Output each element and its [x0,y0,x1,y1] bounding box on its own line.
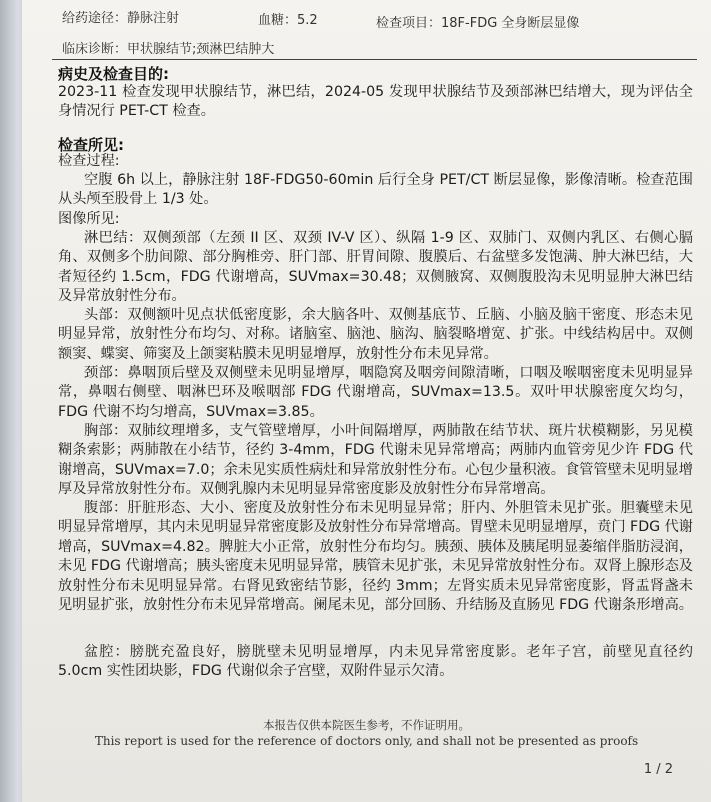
footer-notice-en: This report is used for the reference of doctors only, and shall not be presented as proofs [94,734,639,748]
diagnosis-field: 临床诊断：甲状腺结节;颈淋巴结肿大 [62,42,275,57]
history-title: 病史及检查目的: [58,65,169,83]
page-number: 1 / 2 [643,762,673,777]
finding-chest: 胸部：双肺纹理增多，支气管壁增厚，小叶间隔增厚，两肺散在结节状、斑片状模糊影，另见模糊条索影；两肺散在小结节，径约 3-4mm，FDG 代谢未见异常增高；两肺内血管旁见少许 FDG 代谢增高，SUVmax=7.0；余未见实质性病灶和异常放射性分布。心包少量积液。食管管壁未见明显增厚及异常放射性分布。双侧乳腺内未见明显异常密度影及放射性分布异常增高。 [58,423,693,498]
header-divider [52,59,697,60]
finding-neck: 颈部：鼻咽顶后壁及双侧壁未见明显增厚，咽隐窝及咽旁间隙清晰，口咽及喉咽密度未见明显异常，鼻咽右侧壁、咽淋巴环及喉咽部 FDG 代谢增高，SUVmax=13.5。双叶甲状腺密度欠均匀，FDG 代谢不均匀增高，SUVmax=3.85。 [58,365,693,420]
process-text: 空腹 6h 以上，静脉注射 18F-FDG50-60min 后行全身 PET/CT 断层显像，影像清晰。检查范围从头颅至股骨上 1/3 处。 [58,172,693,208]
exam-item-field: 检查项目：18F-FDG 全身断层显像 [376,16,580,31]
glucose-field: 血糖：5.2 [258,13,318,28]
process-label: 检查过程: [58,153,120,169]
finding-pelvis: 盆腔：膀胱充盈良好，膀胱壁未见明显增厚，内未见异常密度影。老年子宫，前壁见直径约 5.0cm 实性团块影，FDG 代谢似余子宫壁，双附件显示欠清。 [58,644,693,680]
route-field: 给药途径：静脉注射 [62,11,180,26]
history-text: 2023-11 检查发现甲状腺结节，淋巴结，2024-05 发现甲状腺结节及颈部淋巴结增大，现为评估全身情况行 PET-CT 检查。 [58,84,693,120]
report-page [22,0,711,802]
finding-abdomen: 腹部：肝脏形态、大小、密度及放射性分布未见明显异常；肝内、外胆管未见扩张。胆囊壁未见明显异常增厚，其内未见明显异常密度影及放射性分布异常增高。胃壁未见明显增厚，贲门 FDG 代谢增高，SUVmax=4.82。脾脏大小正常，放射性分布均匀。胰颈、胰体及胰尾明显萎缩伴脂肪浸润，未见 FDG 代谢增高；胰头密度未见明显异常，胰管未见扩张，未见异常放射性分布。双肾上腺形态及放射性分布未见明显异常。右肾见致密结节影，径约 3mm；左肾实质未见异常密度影，肾盂肾盏未见明显扩张，放射性分布未见异常增高。阑尾未见，部分回肠、升结肠及直肠见 FDG 代谢条形增高。 [58,500,693,614]
finding-head: 头部：双侧额叶见点状低密度影，余大脑各叶、双侧基底节、丘脑、小脑及脑干密度、形态未见明显异常，放射性分布均匀、对称。诸脑室、脑池、脑沟、脑裂略增宽、扩张。中线结构居中。双侧额窦、蝶窦、筛窦及上颌窦粘膜未见明显增厚，放射性分布未见异常。 [58,307,693,362]
findings-title: 检查所见: [58,136,124,154]
finding-lymph-nodes: 淋巴结：双侧颈部（左颈 II 区、双颈 IV-V 区）、纵隔 1-9 区、双肺门、双侧内乳区、右侧心膈角、双侧多个肋间隙、部分胸椎旁、肝门部、肝胃间隙、腹膜后、右盆壁多发饱满、肿大淋巴结，大者短径约 1.5cm，FDG 代谢增高，SUVmax=30.48；双侧腋窝、双侧腹股沟未见明显肿大淋巴结及异常放射性分布。 [58,230,693,305]
footer-notice-cn: 本报告仅供本院医生参考，不作证明用。 [263,718,470,732]
images-label: 图像所见: [58,211,120,227]
